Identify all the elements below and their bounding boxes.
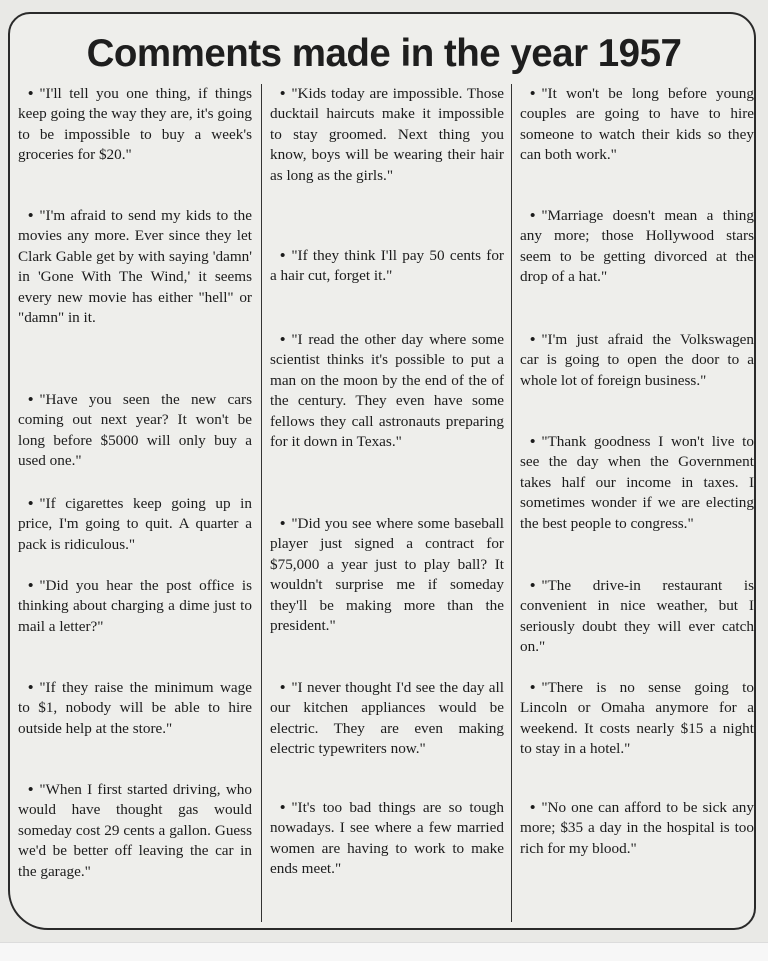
quote-minimum-wage: • "If they raise the minimum wage to $1, nobody will be able to hire outside help at the store."	[18, 679, 252, 737]
quote-appliances: • "I never thought I'd see the day all our kitchen appliances would be electric. They are even making electric typewriters now."	[270, 679, 504, 758]
page-title: Comments made in the year 1957	[86, 32, 682, 75]
quote-hotel: • "There is no sense going to Lincoln or Omaha anymore for a weekend. It costs nearly $15 a night to stay in a hotel."	[520, 679, 754, 758]
quote-moon: • "I read the other day where some scientist thinks it's possible to put a man on the moon by the end of the of the century. They even have some fellows they call astronauts preparing for it down in Texas."	[270, 331, 504, 451]
bullet-icon: •	[280, 515, 286, 532]
bullet-icon: •	[28, 391, 34, 408]
bullet-icon: •	[28, 679, 34, 696]
quote-married-women: • "It's too bad things are so tough nowadays. I see where a few married women are having to work to make ends meet."	[270, 799, 504, 878]
bullet-icon: •	[530, 331, 536, 348]
quote-new-cars: • "Have you seen the new cars coming out next year? It won't be long before $5000 will only buy a used one."	[18, 391, 252, 470]
bullet-icon: •	[280, 331, 286, 348]
quote-gas: • "When I first started driving, who would have thought gas would someday cost 29 cents a gallon. Guess we'd be better off leaving the car in the garage."	[18, 781, 252, 880]
quote-movies: • "I'm afraid to send my kids to the movies any more. Ever since they let Clark Gable get by with saying 'damn' in 'Gone With The Wind,' it seems every new movie has either "hell" or "damn" in it.	[18, 207, 252, 327]
column-divider-2	[511, 84, 512, 922]
bullet-icon: •	[280, 799, 286, 816]
quote-cigarettes: • "If cigarettes keep going up in price, I'm going to quit. A quarter a pack is ridiculous."	[18, 495, 252, 553]
bullet-icon: •	[28, 85, 34, 102]
bullet-icon: •	[280, 247, 286, 264]
quote-baseball: • "Did you see where some baseball player just signed a contract for $75,000 a year just to play ball? It wouldn't surprise me if someday they'll be making more than the president."	[270, 515, 504, 635]
bullet-icon: •	[530, 577, 536, 594]
bullet-icon: •	[280, 679, 286, 696]
quote-kids-haircuts: • "Kids today are impossible. Those ducktail haircuts make it impossible to stay groomed. Next thing you know, boys will be wearing their hair as long as the girls."	[270, 85, 504, 184]
bullet-icon: •	[28, 207, 34, 224]
quote-volkswagen: • "I'm just afraid the Volkswagen car is going to open the door to a whole lot of foreign business."	[520, 331, 754, 389]
bullet-icon: •	[530, 799, 536, 816]
column-divider-1	[261, 84, 262, 922]
bottom-strip	[0, 942, 768, 961]
quote-hair-cut-price: • "If they think I'll pay 50 cents for a hair cut, forget it."	[270, 247, 504, 285]
quote-post-office: • "Did you hear the post office is thinking about charging a dime just to mail a letter?"	[18, 577, 252, 635]
bullet-icon: •	[28, 781, 34, 798]
quote-drive-in: • "The drive-in restaurant is convenient in nice weather, but I seriously doubt they will ever catch on."	[520, 577, 754, 656]
quote-taxes: • "Thank goodness I won't live to see the day when the Government takes half our income in taxes. I sometimes wonder if we are electing the best people to congress."	[520, 433, 754, 532]
quote-hospital: • "No one can afford to be sick any more; $35 a day in the hospital is too rich for my blood."	[520, 799, 754, 857]
bullet-icon: •	[530, 85, 536, 102]
bullet-icon: •	[28, 577, 34, 594]
quote-groceries: • "I'll tell you one thing, if things keep going the way they are, it's going to be impossible to buy a week's groceries for $20."	[18, 85, 252, 164]
bullet-icon: •	[530, 207, 536, 224]
quote-young-couples: • "It won't be long before young couples are going to have to hire someone to watch their kids so they can both work."	[520, 85, 754, 164]
bullet-icon: •	[530, 679, 536, 696]
quote-marriage: • "Marriage doesn't mean a thing any more; those Hollywood stars seem to be getting divorced at the drop of a hat."	[520, 207, 754, 286]
bullet-icon: •	[28, 495, 34, 512]
bullet-icon: •	[280, 85, 286, 102]
bullet-icon: •	[530, 433, 536, 450]
